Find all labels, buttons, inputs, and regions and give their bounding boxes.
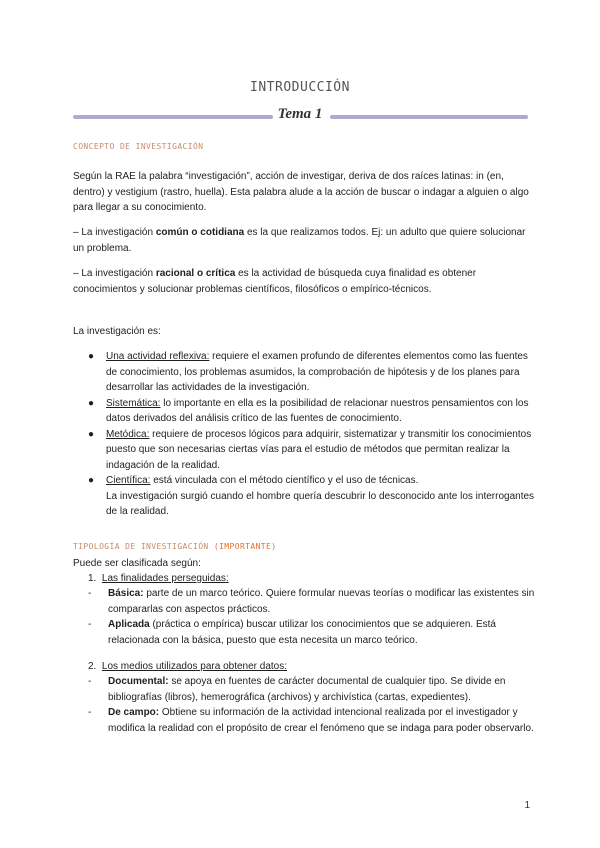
list-item-text — [106, 349, 536, 396]
item-term: Aplicada — [108, 619, 150, 630]
bullet-term: Una actividad reflexiva: — [106, 351, 210, 362]
para3-bold-term: racional o crítica — [155, 268, 236, 279]
investigation-characteristics-list — [84, 349, 536, 520]
para2-suffix: es la que realizamos todos. Ej: un adulto que quiere solucionar un problema. — [73, 227, 526, 254]
list-item-text — [106, 396, 536, 427]
item-text: se apoya en fuentes de carácter documental de cualquier tipo. Se divide en bibliografías (libros), hemerográfica (archivos) y archivística (cartas, expedientes). — [108, 676, 506, 703]
topic-subtitle: Tema 1 — [277, 106, 323, 122]
item-text: parte de un marco teórico. Quiere formular nuevas teorías o modificar las existentes sin compararlas con aspectos prácticos. — [108, 588, 535, 615]
paragraph-rae-definition: Según la RAE la palabra “investigación”, acción de investigar, deriva de dos raíces latinas: in (en, dentro) y vestigium (rastro, huella). Esta palabra alude a la acción de buscar o indagar a alguien o algo para llegar a su conocimiento. — [73, 171, 529, 213]
list-item — [84, 396, 536, 427]
para3-prefix: – La investigación — [73, 268, 156, 279]
list-item — [88, 586, 538, 617]
bullet-text: requiere de procesos lógicos para adquirir, sistematizar y transmitir los conocimientos puesto que son necesarias ciertas vías para el estudio de métodos que permitan realizar la indagación de la realidad. — [106, 428, 532, 471]
bullet-term: Metódica: — [106, 428, 150, 440]
para2-bold-term: común o cotidiana — [155, 227, 245, 238]
investigation-intro: La investigación es: — [73, 326, 161, 337]
item-term: De campo: — [108, 707, 160, 718]
paragraph-common-investigation — [73, 225, 531, 256]
group-1-items — [88, 586, 538, 648]
item-term: Documental: — [108, 676, 169, 687]
list-item — [88, 674, 538, 705]
bullet-term: Científica: — [106, 475, 151, 486]
list-item-text — [108, 674, 536, 705]
bullet-text: requiere el examen profundo de diferentes elementos como las fuentes de conocimiento, los problemas asumidos, la comprobación de hipótesis y de los planes para desarrollar las actividades de la investigación. — [106, 351, 528, 393]
dash-icon: - — [88, 588, 92, 599]
document-title: INTRODUCCIÓN — [250, 80, 350, 95]
group-heading-1 — [88, 571, 229, 587]
dash-icon: - — [88, 707, 92, 718]
section-heading-typology — [73, 542, 276, 551]
group-number: 2. — [88, 661, 97, 672]
para2-prefix: – La investigación — [73, 227, 156, 238]
bullet-term: Sistemática: — [106, 397, 161, 409]
item-text: (práctica o empírica) buscar utilizar los conocimientos que se adquieren. Está relacionada con la básica, puesto que esta necesita un marco teórico. — [108, 619, 496, 646]
list-item — [84, 473, 536, 520]
item-text: Obtiene su información de la actividad intencional realizada por el investigador y modifica la realidad con el propósito de crear el fenómeno que se indaga para poder observarlo. — [108, 707, 534, 734]
page-number: 1 — [524, 800, 530, 811]
typology-intro: Puede ser clasificada según: — [73, 558, 201, 569]
group-title: Las finalidades perseguidas: — [101, 573, 229, 584]
typology-heading-text: TIPOLOGÍA DE INVESTIGACIÓN — [73, 542, 209, 551]
section-heading-concept: CONCEPTO DE INVESTIGACIÓN — [73, 142, 204, 151]
bullet-extra: La investigación surgió cuando el hombre quería descubrir lo desconocido ante los interrogantes de la realidad. — [106, 490, 535, 517]
para3-suffix: es la actividad de búsqueda cuya finalidad es obtener conocimientos y solucionar problemas científicos, filosóficos o empírico-técnicos. — [73, 268, 477, 295]
bullet-text: está vinculada con el método científico y el uso de técnicas. — [150, 475, 419, 486]
bullet-icon: ● — [87, 475, 95, 486]
important-note: (IMPORTANTE) — [213, 542, 277, 551]
group-number: 1. — [88, 573, 97, 584]
list-item-text — [106, 473, 536, 520]
group-heading-2 — [88, 659, 287, 675]
list-item — [84, 427, 536, 474]
list-item-text — [108, 705, 536, 736]
item-term: Básica: — [108, 588, 144, 599]
title-divider-left — [73, 115, 273, 119]
dash-icon: - — [88, 676, 92, 687]
paragraph-rational-investigation — [73, 266, 531, 297]
list-item-text — [108, 617, 536, 648]
title-divider-right — [330, 115, 528, 119]
bullet-icon: ● — [87, 428, 95, 440]
group-title: Los medios utilizados para obtener datos: — [101, 661, 288, 672]
list-item-text — [106, 427, 536, 474]
bullet-icon: ● — [87, 351, 95, 362]
dash-icon: - — [88, 619, 92, 630]
bullet-icon: ● — [87, 397, 95, 409]
list-item — [88, 705, 538, 736]
list-item — [84, 349, 536, 396]
bullet-text: lo importante en ella es la posibilidad de relacionar nuestros pensamientos con los datos derivados del análisis crítico de las fuentes de conocimiento. — [106, 397, 529, 424]
group-2-items — [88, 674, 538, 736]
list-item-text — [108, 586, 536, 617]
list-item — [88, 617, 538, 648]
